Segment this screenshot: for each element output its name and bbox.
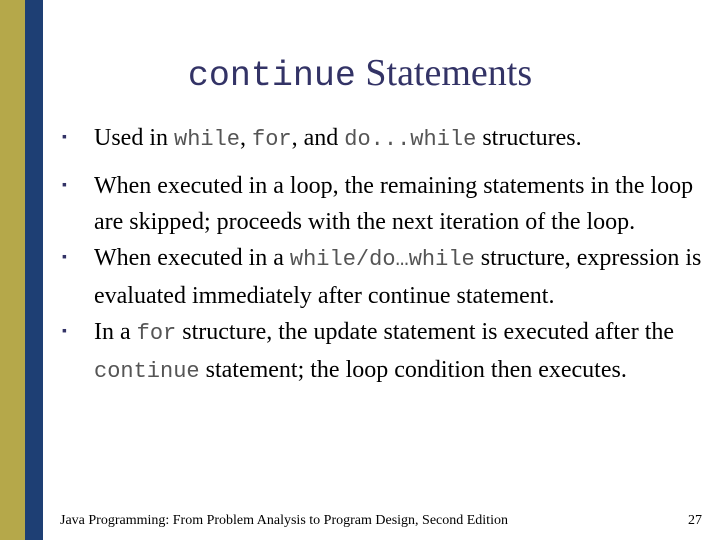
code-keyword: while/do…while	[289, 247, 475, 272]
page-number: 27	[688, 513, 702, 528]
slide-title	[0, 50, 720, 99]
bullet-text: In a	[94, 319, 137, 345]
title-code-keyword: continue	[187, 56, 356, 96]
bullet-text: When executed in a loop, the remaining statements in the loop are skipped; proceeds with the next iteration of the loop.	[94, 173, 694, 235]
bullet-marker-icon: ▪	[62, 178, 67, 193]
bullet-list	[62, 120, 702, 390]
bullet-text: structure, the update statement is executed after the	[176, 319, 675, 345]
bullet-marker-icon: ▪	[62, 130, 67, 145]
code-keyword: continue	[94, 359, 200, 384]
title-text: Statements	[365, 52, 533, 94]
bullet-text: structure, expression is evaluated immediately after continue statement.	[94, 245, 702, 309]
code-keyword: for	[136, 321, 177, 346]
code-keyword: do...while	[344, 127, 477, 152]
bullet-text: Used in	[94, 125, 174, 151]
bullet-text: statement; the loop condition then executes.	[199, 357, 627, 383]
bullet-marker-icon: ▪	[62, 324, 67, 339]
bullet-text: When executed in a	[94, 245, 290, 271]
footer-text: Java Programming: From Problem Analysis to Program Design, Second Edition	[60, 513, 508, 528]
bullet-marker-icon: ▪	[62, 250, 67, 265]
code-keyword: for	[252, 127, 292, 152]
code-keyword: while	[174, 127, 241, 152]
bullet-text: structures.	[476, 125, 582, 151]
bullet-item	[62, 168, 702, 240]
bullet-text: ,	[240, 125, 253, 151]
bullet-text: , and	[291, 125, 345, 151]
bullet-item	[62, 120, 702, 158]
bullet-item	[62, 314, 702, 390]
bullet-item	[62, 240, 702, 314]
